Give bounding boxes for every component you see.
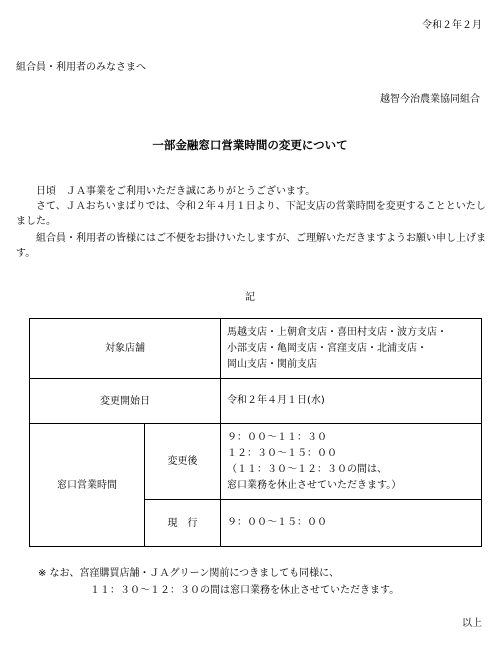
greeting-paragraph: 日頃 ＪＡ事業をご利用いただき誠にありがとうございます。 [36, 186, 316, 197]
current-label: 現 行 [145, 500, 221, 547]
issuer-name: 越智今治農業協同組合 [380, 94, 480, 105]
closing-remark: 以上 [462, 618, 482, 629]
after-change-label: 変更後 [145, 424, 221, 500]
apology-paragraph: 組合員・利用者の皆様にはご不便をお掛けいたしますが、ご理解いただきますようお願い申し上げます。 [16, 233, 486, 259]
notice-title: 一部金融窓口営業時間の変更について [152, 138, 348, 152]
table-row [30, 319, 482, 379]
after-change-line: （１１：３０～１２：３０の間は、 [227, 463, 387, 475]
start-date-value: 令和２年４月１日(水) [221, 379, 482, 424]
table-row [30, 379, 482, 424]
after-change-line: １２：３０～１５：００ [227, 447, 337, 459]
stores-label: 対象店舗 [30, 319, 221, 379]
start-date-label: 変更開始日 [30, 379, 221, 424]
recipient-line: 組合員・利用者のみなさまへ [16, 62, 146, 73]
after-change-line: ９：００～１１：３０ [227, 431, 327, 443]
hours-label: 窓口営業時間 [30, 424, 145, 547]
change-announcement-paragraph: さて、ＪＡおちいまばりでは、令和２年４月１日より、下記支店の営業時間を変更することといたしました。 [16, 201, 486, 227]
note-line: １１：３０～１２：３０の間は窓口業務を休止させていただきます。 [90, 585, 400, 596]
table-row [30, 424, 482, 500]
issue-date: 令和２年２月 [422, 20, 482, 31]
ki-heading: 記 [245, 292, 255, 303]
after-change-line: 窓口業務を休止させていただきます。） [227, 479, 402, 491]
stores-line: 馬越支店・上朝倉支店・喜田村支店・波方支店・ [227, 326, 447, 338]
stores-line: 岡山支店・関前支店 [227, 358, 317, 370]
after-change-value [221, 424, 482, 500]
note-line: ※ なお、宮窪購買店舗・ＪＡグリーン関前につきましても同様に、 [38, 568, 340, 579]
schedule-table [29, 318, 482, 547]
current-value: ９：００～１５：００ [221, 500, 482, 547]
stores-value [221, 319, 482, 379]
stores-line: 小部支店・亀岡支店・宮窪支店・北浦支店・ [227, 342, 427, 354]
